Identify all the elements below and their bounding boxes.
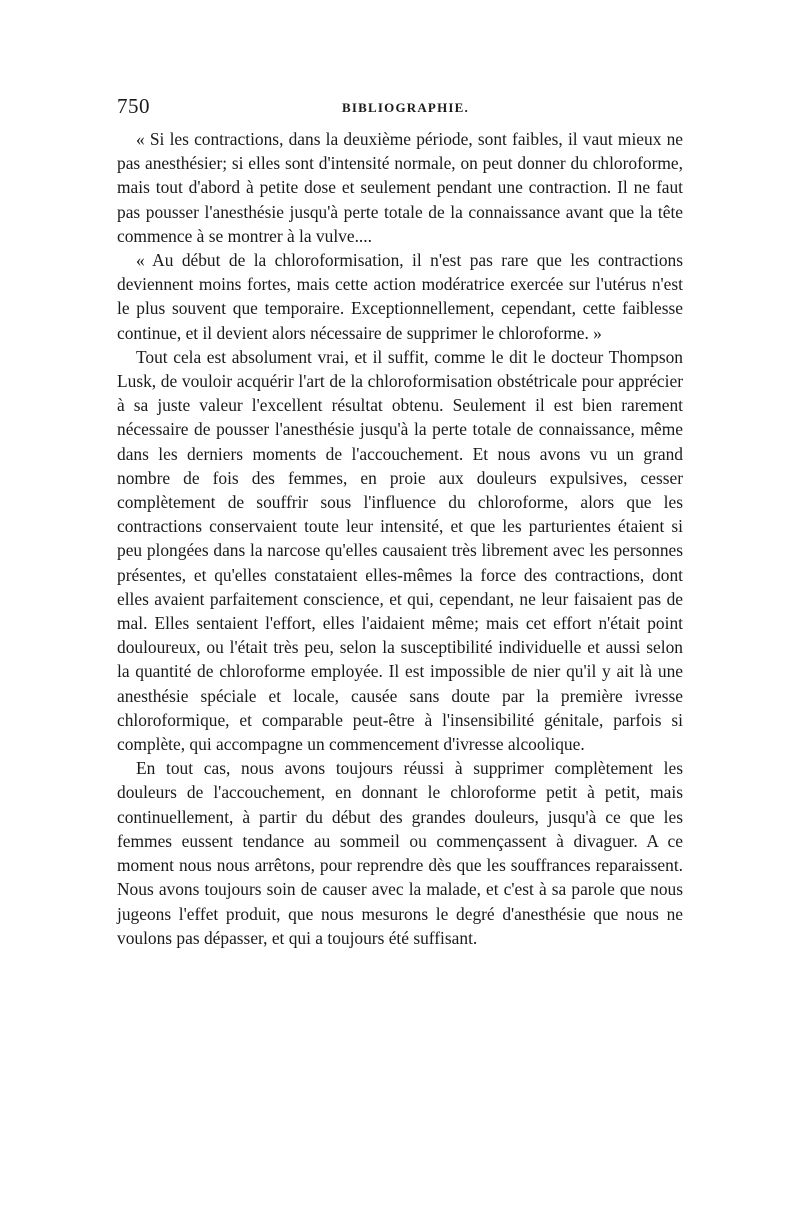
running-title: BIBLIOGRAPHIE. <box>342 100 469 115</box>
quote-paragraph-2: « Au début de la chloroformisation, il n'est pas rare que les contractions deviennent moins fortes, mais cette action modératrice exercée sur l'utérus n'est le plus souvent que temporaire. Exceptionnellement, cependant, cette faiblesse continue, et il devient alors nécessaire de supprimer le chloroforme. » <box>117 250 683 343</box>
quote-paragraph-1: « Si les contractions, dans la deuxième période, sont faibles, il vaut mieux ne pas anesthésier; si elles sont d'intensité normale, on peut donner du chloroforme, mais tout d'abord à petite dose et seulement pendant une contraction. Il ne faut pas pousser l'anesthésie jusqu'à perte totale de la connaissance avant que la tête commence à se montrer à la vulve.... <box>117 129 683 246</box>
commentary-paragraph: Tout cela est absolument vrai, et il suffit, comme le dit le docteur Thompson Lusk, de vouloir acquérir l'art de la chloroformisation obstétricale pour apprécier à sa juste valeur l'excellent résultat obtenu. Seulement il est bien rarement nécessaire de pousser l'anesthésie jusqu'à la perte totale de connaissance, même dans les derniers moments de l'accouchement. Et nous avons vu un grand nombre de fois des femmes, en proie aux douleurs expulsives, cesser complètement de souffrir sous l'influence du chloroforme, alors que les contractions conservaient toute leur intensité, et que les parturientes étaient si peu plongées dans la narcose qu'elles causaient très librement avec les personnes présentes, et qu'elles constataient elles-mêmes la force des contractions, dont elles avaient parfaitement conscience, et qui, cependant, ne leur faisaient pas de mal. Elles sentaient l'effort, elles l'aidaient même; mais cet effort n'était point douloureux, ou l'était très peu, selon la susceptibilité individuelle et aussi selon la quantité de chloroforme employée. Il est impossible de nier qu'il y ait là une anesthésie spéciale et locale, causée sans doute par la première ivresse chloroformique, et comparable peut-être à l'insensibilité génitale, parfois si complète, qui accompagne un commencement d'ivresse alcoolique. <box>117 346 683 755</box>
page-header <box>117 94 683 124</box>
page-number: 750 <box>117 94 150 118</box>
body-text <box>117 127 683 950</box>
conclusion-paragraph: En tout cas, nous avons toujours réussi à supprimer complètement les douleurs de l'accouchement, en donnant le chloroforme petit à petit, mais continuellement, à partir du début des grandes douleurs, jusqu'à ce que les femmes eussent tendance au sommeil ou commençassent à divaguer. A ce moment nous nous arrêtons, pour reprendre dès que les souffrances reparaissent. Nous avons toujours soin de causer avec la malade, et c'est à sa parole que nous jugeons l'effet produit, que nous mesurons le degré d'anesthésie que nous ne voulons pas dépasser, et qui a toujours été suffisant. <box>117 758 683 948</box>
